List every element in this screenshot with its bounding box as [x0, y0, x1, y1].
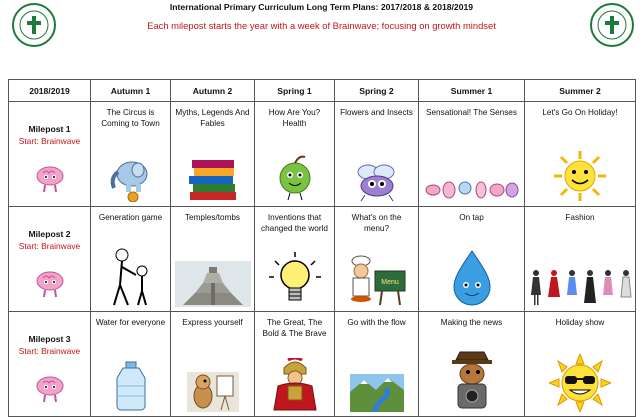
topic-label: Water for everyone	[95, 318, 166, 327]
page-title: International Primary Curriculum Long Term Plans: 2017/2018 & 2018/2019	[169, 2, 474, 12]
topic-label: Temples/tombs	[184, 213, 241, 222]
light-bulb-icon	[267, 251, 323, 307]
topic-label: The Circus is Coming to Town	[101, 108, 160, 128]
fashion-figures-icon	[528, 267, 632, 307]
topic-cell	[171, 207, 255, 312]
milepost-start: Start: Brainwave	[18, 346, 81, 356]
apple-character-icon	[272, 152, 318, 202]
column-header: Spring 1	[255, 80, 335, 102]
topic-cell	[419, 312, 525, 417]
sun-icon	[552, 150, 608, 202]
brain-icon	[33, 164, 67, 194]
menu-sign-text: Menu	[380, 279, 399, 286]
milepost-label: Milepost 1	[28, 124, 71, 134]
topic-label: What's on the menu?	[351, 213, 402, 233]
topic-cell	[255, 102, 335, 207]
senses-icon	[425, 176, 519, 202]
topic-cell	[525, 312, 636, 417]
water-drop-icon	[450, 249, 494, 307]
column-header: Spring 2	[335, 80, 419, 102]
column-header: Summer 2	[525, 80, 636, 102]
milepost-start: Start: Brainwave	[18, 241, 81, 251]
brain-icon	[33, 269, 67, 299]
roman-warrior-icon	[270, 358, 320, 412]
book-stack-icon	[184, 158, 242, 202]
painting-dog-icon	[187, 362, 239, 412]
table-row	[9, 102, 636, 207]
milepost-cell	[9, 312, 91, 417]
milepost-label: Milepost 2	[28, 229, 71, 239]
topic-label: Let's Go On Holiday!	[542, 108, 618, 117]
header-row	[9, 80, 636, 102]
column-header: Summer 1	[419, 80, 525, 102]
topic-label: Go with the flow	[347, 318, 406, 327]
grandparent-child-icon	[106, 245, 156, 307]
river-landscape-icon	[350, 374, 404, 412]
curriculum-table	[8, 79, 636, 417]
topic-label: Inventions that changed the world	[261, 213, 328, 233]
topic-cell	[91, 102, 171, 207]
milepost-start: Start: Brainwave	[18, 136, 81, 146]
topic-label: The Great, The Bold & The Brave	[262, 318, 327, 338]
topic-cell	[419, 102, 525, 207]
topic-label: Flowers and Insects	[340, 108, 413, 117]
reporter-dog-icon	[444, 350, 500, 412]
page-subtitle: Each milepost starts the year with a week of Brainwave; focusing on growth mindset	[147, 20, 496, 31]
topic-label: Generation game	[98, 213, 163, 222]
milepost-cell	[9, 207, 91, 312]
circus-elephant-icon	[106, 154, 156, 202]
topic-label: Holiday show	[555, 318, 605, 327]
topic-cell	[335, 102, 419, 207]
brain-icon	[33, 374, 67, 404]
chef-menu-icon	[347, 255, 407, 307]
column-header: 2018/2019	[9, 80, 91, 102]
topic-label: Making the news	[440, 318, 503, 327]
table-row	[9, 312, 636, 417]
topic-cell	[171, 312, 255, 417]
topic-cell	[525, 102, 636, 207]
topic-cell	[255, 312, 335, 417]
fly-icon	[350, 162, 404, 202]
column-header: Autumn 1	[91, 80, 171, 102]
milepost-label: Milepost 3	[28, 334, 71, 344]
topic-cell	[419, 207, 525, 312]
topic-label: How Are You? Health	[268, 108, 321, 128]
column-header: Autumn 2	[171, 80, 255, 102]
topic-cell	[91, 312, 171, 417]
table-row	[9, 207, 636, 312]
sunglasses-sun-icon	[549, 354, 611, 412]
topic-cell	[91, 207, 171, 312]
milepost-cell	[9, 102, 91, 207]
topic-label: Fashion	[565, 213, 595, 222]
topic-cell	[255, 207, 335, 312]
topic-label: Express yourself	[182, 318, 243, 327]
water-bottle-icon	[111, 360, 151, 412]
topic-cell	[335, 207, 419, 312]
topic-cell	[525, 207, 636, 312]
topic-cell	[171, 102, 255, 207]
topic-label: On tap	[459, 213, 484, 222]
topic-cell	[335, 312, 419, 417]
topic-label: Myths, Legends And Fables	[175, 108, 250, 128]
topic-label: Sensational! The Senses	[426, 108, 517, 117]
pyramid-temple-icon	[175, 261, 251, 307]
